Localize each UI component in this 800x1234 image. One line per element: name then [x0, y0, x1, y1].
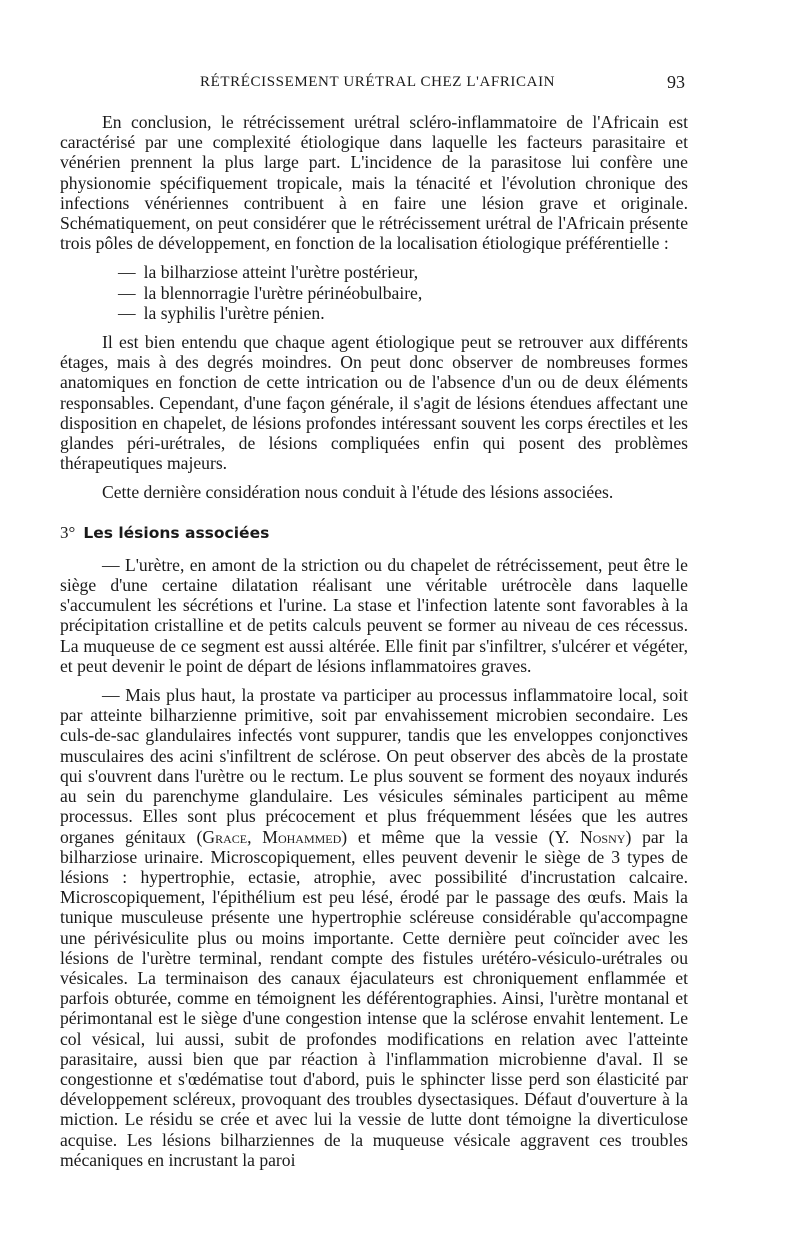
paragraph-urethra: — L'urètre, en amont de la striction ou du chapelet de rétrécissement, peut être le siège d'une certaine dilatation réalisant une véritable urétrocèle dans laquelle s'accumulent les sécrétions et l'urine. La stase et l'infection latente sont favorables à la précipitation cristalline et de petits calculs peuvent se former au niveau de ces récessus. La muqueuse de ce segment est aussi altérée. Elle finit par s'infiltrer, s'ulcérer et végéter, et peut devenir le point de départ de lésions inflammatoires graves.	[60, 554, 688, 676]
list-item: — la blennorragie l'urètre périnéobulbaire,	[118, 282, 423, 303]
paragraph-transition: Cette dernière considération nous conduit à l'étude des lésions associées.	[102, 482, 614, 503]
list-item: — la syphilis l'urètre pénien.	[118, 302, 325, 323]
section-heading	[60, 523, 688, 543]
section-title: Les lésions associées	[83, 523, 270, 542]
paragraph-forms: Il est bien entendu que chaque agent étiologique peut se retrouver aux différents étages, mais à des degrés moindres. On peut donc observer de nombreuses formes anatomiques en fonction de cette intrication ou de l'absence d'un ou de deux éléments responsables. Cependant, d'une façon générale, il s'agit de lésions étendues affectant une disposition en chapelet, de lésions profondes intéressant souvent les corps érectiles et les glandes péri-urétrales, de lésions compliquées enfin qui posent des problèmes thérapeutiques majeurs.	[60, 332, 688, 474]
author-citation: Mohammed	[262, 826, 342, 847]
running-title: RÉTRÉCISSEMENT URÉTRAL CHEZ L'AFRICAIN	[200, 74, 556, 90]
list-item: — la bilharziose atteint l'urètre postérieur,	[118, 262, 419, 283]
section-number: 3°	[60, 522, 76, 542]
etiology-list	[60, 262, 688, 323]
paragraph-conclusion: En conclusion, le rétrécissement urétral scléro-inflammatoire de l'Africain est caractérisé par une complexité étiologique dans laquelle les facteurs parasitaire et vénérien prennent la plus large part. L'incidence de la parasitose lui confère une physionomie spécifiquement tropicale, mais la ténacité et l'évolution chronique des infections vénériennes contribuent à en faire une lésion grave et originale. Schématiquement, on peut considérer que le rétrécissement urétral de l'Africain présente trois pôles de développement, en fonction de la localisation étiologique préférentielle :	[60, 112, 688, 254]
body-text	[60, 112, 688, 1170]
page-number: 93	[667, 72, 685, 92]
author-citation: Grace	[202, 826, 248, 847]
author-citation: Y. Nosny	[554, 826, 626, 847]
paragraph-prostate: — Mais plus haut, la prostate va participer au processus inflammatoire local, soit par atteinte bilharzienne primitive, soit par envahissement microbien secondaire. Les culs-de-sac glandulaires infectés vont suppurer, tandis que les enveloppes conjonctives musculaires des acini s'infiltrent de sclérose. On peut observer des abcès de la prostate qui s'ouvrent dans l'urètre ou le rectum. Le plus souvent se forment des noyaux indurés au sein du parenchyme glandulaire. Les vésicules séminales participent au même processus. Elles sont plus précocement et plus fréquemment lésées que les autres organes génitaux (Grace, Mohammed) et même que la vessie (Y. Nosny) par la bilharziose urinaire. Microscopiquement, elles peuvent devenir le siège de 3 types de lésions : hypertrophie, ectasie, atrophie, avec possibilité d'incrustation calcaire. Microscopiquement, l'épithélium est peu lésé, érodé par le passage des œufs. Mais la tunique musculeuse présente une hypertrophie scléreuse considérable qu'accompagne une périvésiculite plus ou moins importante. Cette dernière peut coïncider avec les lésions de l'urètre terminal, rendant compte des fistules urétéro-vésiculo-urétrales ou vésicales. La terminaison des canaux éjaculateurs est chroniquement enflammée et parfois obturée, comme en témoignent les déférentographies. Ainsi, l'urètre montanal et périmontanal est le siège d'une congestion intense que la sclérose envahit lentement. Le col vésical, lui aussi, subit de profondes modifications en relation avec l'atteinte parasitaire, aussi bien que par réaction à l'inflammation microbienne d'aval. Il se congestionne et s'œdématise tout d'abord, puis le sphincter lisse perd son élasticité par développement scléreux, provoquant des troubles dysectasiques. Défaut d'ouverture à la miction. Le résidu se crée et avec lui la vessie de lutte dont témoigne la diverticulose acquise. Les lésions bilharziennes de la muqueuse vésicale aggravent ces troubles mécaniques en incrustant la paroi	[60, 685, 689, 1170]
